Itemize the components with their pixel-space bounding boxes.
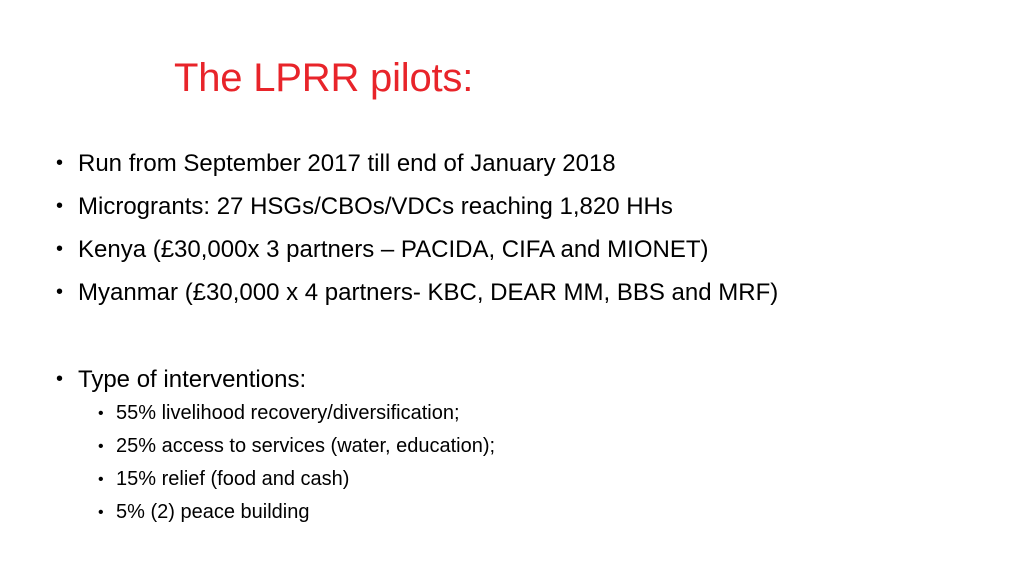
sub-bullet-dot-icon: • (98, 471, 104, 488)
sub-bullet-item (98, 496, 820, 529)
bullet-item-interventions (56, 358, 778, 401)
bullet-dot-icon: • (56, 281, 64, 303)
bullet-dot-icon: • (56, 195, 64, 217)
sub-bullet-dot-icon: • (98, 405, 104, 422)
sub-bullet-item (98, 397, 820, 430)
interventions-heading: Type of interventions: (78, 366, 307, 393)
bullet-item (56, 142, 778, 185)
sub-bullet-text: 5% (2) peace building (116, 501, 310, 523)
bullet-dot-icon: • (56, 238, 64, 260)
bullet-item (56, 271, 778, 314)
sub-bullet-dot-icon: • (98, 438, 104, 455)
sub-bullet-text: 15% relief (food and cash) (116, 468, 350, 490)
bullet-list (56, 142, 778, 533)
bullet-item (56, 185, 778, 228)
bullet-text: Microgrants: 27 HSGs/CBOs/VDCs reaching 1,820 HHs (78, 193, 673, 220)
sub-bullet-dot-icon: • (98, 504, 104, 521)
bullet-item (56, 228, 778, 271)
bullet-text: Run from September 2017 till end of January 2018 (78, 150, 616, 177)
sub-bullet-text: 55% livelihood recovery/diversification; (116, 402, 460, 424)
bullet-text: Myanmar (£30,000 x 4 partners- KBC, DEAR MM, BBS and MRF) (78, 279, 779, 306)
bullet-text: Kenya (£30,000x 3 partners – PACIDA, CIFA and MIONET) (78, 236, 709, 263)
sub-bullet-item (98, 430, 820, 463)
sub-bullet-item (98, 463, 820, 496)
slide-title: The LPRR pilots: (174, 56, 474, 100)
sub-bullet-container (56, 401, 778, 533)
bullet-dot-icon: • (56, 368, 64, 390)
spacer (56, 314, 778, 358)
bullet-dot-icon: • (56, 152, 64, 174)
sub-bullet-list (98, 397, 820, 529)
sub-bullet-text: 25% access to services (water, education); (116, 435, 496, 457)
